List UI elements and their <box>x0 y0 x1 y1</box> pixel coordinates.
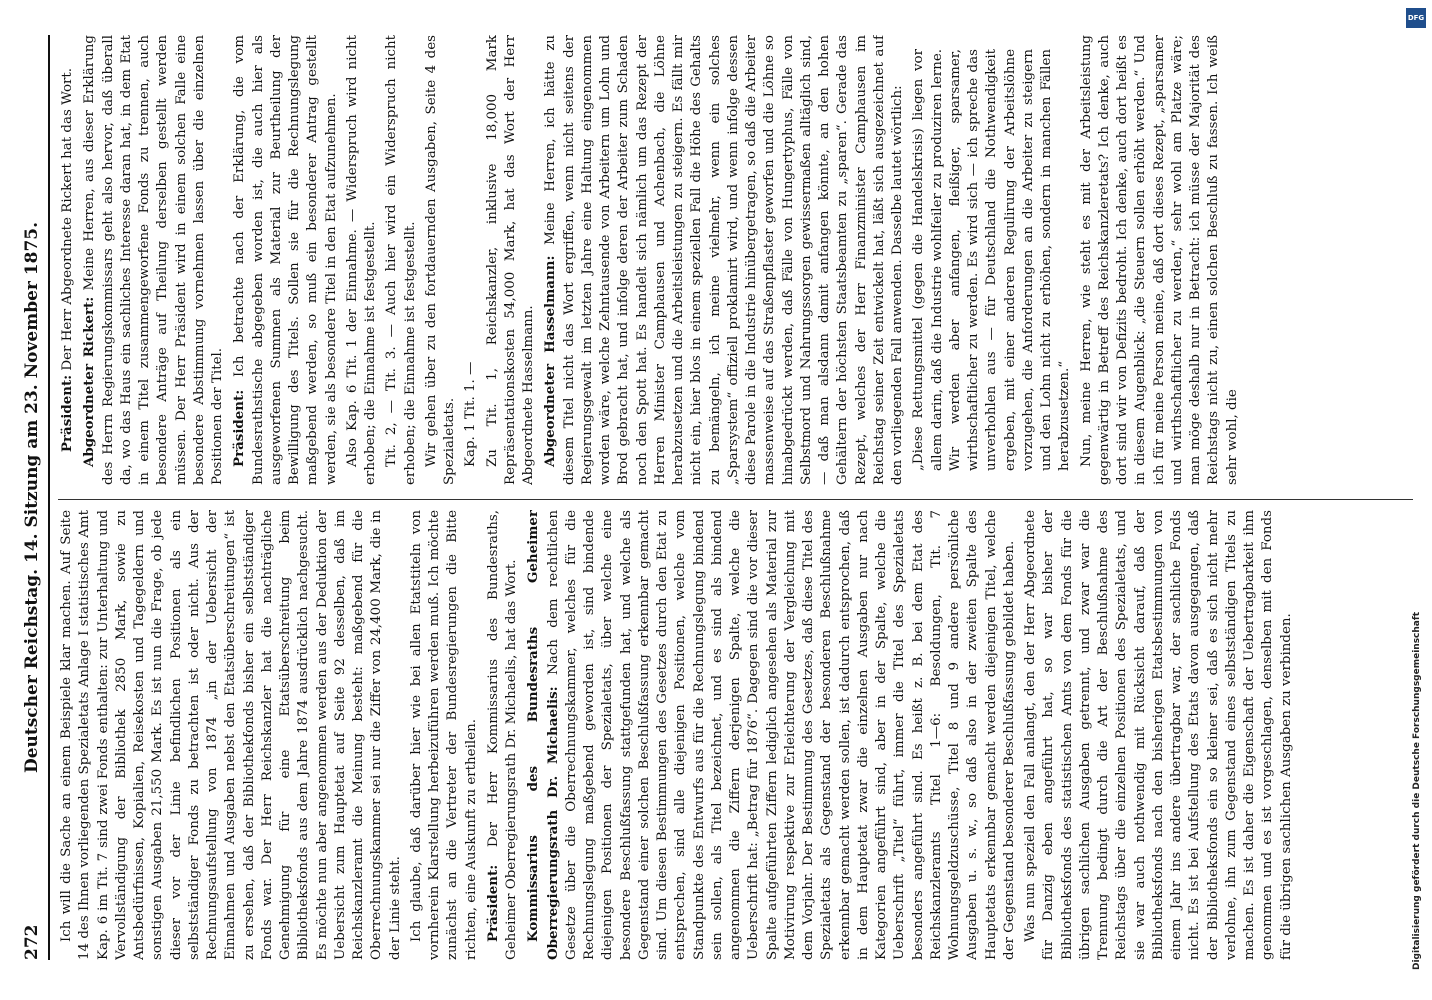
paragraph: Also Kap. 6 Tit. 1 der Einnahme. — Widerspruch wird nicht erhoben; die Einnahme ist festgestellt. <box>344 35 378 485</box>
paragraph: Zu Tit. 1, Reichskanzler, inklusive 18,000 Mark Repräsentationskosten 54,000 Mark, hat das Wort der Herr Abgeordnete Hasselmann. <box>484 35 536 485</box>
paragraph: Wir gehen über zu den fortdauernden Ausgaben, Seite 4 des Spezialetats. <box>423 35 457 485</box>
paragraph <box>484 510 522 960</box>
page-title: Deutscher Reichstag. 14. Sitzung am 23. November 1875. <box>22 221 42 774</box>
paragraph: Ich glaube, daß darüber hier wie bei allen Etatstiteln von vornherein Klarstellung herbeizuführen werden muß. Ich möchte zunächst an die Vertreter der Bundesregierungen die Bitte richten, eine Auskunft zu ertheilen. <box>408 510 479 960</box>
speech-text: Nach dem rechtlichen Gesetze über die Oberrechnungskammer, welches für die Rechnungslegung maßgebend geworden ist, sind bindende diejenigen Positionen der Spezialetats, über welche eine besondere Beschlußfassung stattgefunden hat, und welche als Gegenstand einer solchen Beschlußfassung erkennbar gemacht sind. Um diesen Bestimmungen des Gesetzes durch den Etat zu entsprechen, sind alle diejenigen Positionen, welche vom Standpunkte des Entwurfs aus für die Rechnungslegung bindend sein sollen, als Titel bezeichnet, und es sind als bindend angenommen die Ziffern derjenigen Spalte, welche die Ueberschrift hat: „Betrag für 1876“. Dagegen sind die vor dieser Spalte aufgeführten Ziffern lediglich angesehen als Material zur Motivirung respektive zur Erleichterung der Vergleichung mit dem Vorjahr. Der Bestimmung des Gesetzes, daß diese Titel des Spezialetats als Gegenstand der besonderen Beschlußnahme erkennbar gemacht werden sollen, ist dadurch entsprochen, daß in dem Hauptetat zwar die einzelnen Ausgaben nur nach Kategorien angeführt sind, aber in der Spalte, welche die Ueberschrift „Titel“ führt, immer die Titel des Spezialetats besonders angeführt sind. Es heißt z. B. bei dem Etat des Reichskanzleramts Titel 1—6: Besoldungen, Tit. 7 Wohnungsgeldzuschüsse, Titel 8 und 9 andere persönliche Ausgaben u. s. w., so daß also in der zweiten Spalte des Hauptetats erkennbar gemacht werden diejenigen Titel, welche der Gegenstand besonderer Beschlußfassung gebildet haben. <box>545 510 1017 960</box>
speaker-label: Abgeordneter Hasselmann: <box>542 255 559 467</box>
paragraph <box>80 35 227 485</box>
speaker-label: Präsident: <box>59 374 75 453</box>
speaker-label: Präsident: <box>484 864 501 942</box>
speech-text: Meine Herren, aus dieser Erklärung des Herrn Regierungskommissars geht also hervor, daß überall da, wo das Haus ein sachliches Interesse daran hat, in dem Etat in einem Titel zusammengeworfene Fonds zu trennen, auch besondere Anträge auf Theilung derselben gestellt werden müssen. Der Herr Präsident wird in einem solchen Falle eine besondere Abstimmung vornehmen lassen über die einzelnen Positionen der Titel. <box>82 35 225 485</box>
speech-text: Der Herr Abgeordnete Rickert hat das Wort. <box>60 67 75 371</box>
right-column <box>58 35 1413 485</box>
speaker-label: Kommissarius des Bundesraths Geheimer Oberregierungsrath Dr. Michaelis: <box>525 510 561 960</box>
paragraph <box>524 510 1019 960</box>
paragraph: Ich will die Sache an einem Beispiele klar machen. Auf Seite 14 des Ihnen vorliegenden Spezialetats Anlage I statistisches Amt Kap. 6 im Tit. 7 sind zwei Fonds enthalten: zur Unterhaltung und Vervollständigung der Bibliothek 2850 Mark, sowie zu Antsbedürfnissen, Kopialien, Reisekosten und Tagegeldern und sonstigen Ausgaben 21,550 Mark. Es ist nun die Frage, ob jede dieser vor der Linie befindlichen Positionen als ein selbstständiger Fonds zu betrachten ist oder nicht. Aus der Rechnungsaufstellung von 1874 „in der Uebersicht der Einnahmen und Ausgaben nebst den Etatsüberschreitungen“ ist zu ersehen, daß der Bibliothekfonds bisher ein selbstständiger Fonds war. Der Herr Reichskanzler hat die nachträgliche Genehmigung für eine Etatsüberschreitung beim Bibliotheksfonds aus dem Jahre 1874 ausdrücklich nachgesucht. Es möchte nun aber angenommen werden aus der Deduktion der Uebersicht zum Hauptetat auf Seite 92 desselben, daß im Reichskanzleramt die Meinung besteht: maßgebend für die Oberrechnungskammer sei nur die Ziffer von 24,400 Mark, die in der Linie steht. <box>59 510 403 960</box>
paragraph: Was nun speziell den Fall anlangt, den der Herr Abgeordnete für Danzig eben angeführt hat, so war bisher der Bibliotheksfonds des statistischen Amts von dem Fonds für die übrigen sachlichen Ausgaben getrennt, und zwar war die Trennung bedingt durch die Art der Beschlußnahme des Reichstags über die einzelnen Positionen des Spezialetats, und sie war auch nothwendig mit Rücksicht darauf, daß der Bibliotheksfonds nach den bisherigen Etatsbestimmungen von einem Jahr ins andere übertragbar war, der sachliche Fonds nicht. Es ist bei Aufstellung des Etats davon ausgegangen, daß der Bibliotheksfonds ein so kleiner sei, daß es sich nicht mehr verlohne, ihn zum Gegenstand eines selbstständigen Titels zu machen. Es ist daher die Eigenschaft der Uebertragbarkeit ihm genommen und es ist vorgeschlagen, denselben mit den Fonds für die übrigen sachlichen Ausgaben zu verbinden. <box>1023 510 1294 960</box>
page-number: 272 <box>22 924 42 960</box>
dfg-logo-icon: DFG <box>1406 8 1426 28</box>
left-column <box>58 510 1413 960</box>
speaker-label: Präsident: <box>231 389 248 467</box>
speaker-label: Abgeordneter Rickert: <box>81 296 98 467</box>
running-head <box>18 35 50 960</box>
paragraph: Nun, meine Herren, wie steht es mit der Arbeitsleistung gegenwärtig in Betreff des Reichskanzleretats? Ich denke, auch dort sind wir von Defizits bedroht. Ich denke, auch dort heißt es in diesem Augenblick: „die Steuern sollen erhöht werden.“ Und ich für meine Person meine, daß dort dieses Rezept, „sparsamer und wirthschaftlicher zu werden,“ sehr wohl am Platze wäre; man möge deshalb nur in Betracht: ich müsse der Majorität des Reichstags nicht zu, einen solchen Beschluß zu fassen. Ich weiß sehr wohl, die <box>1078 35 1240 485</box>
paragraph <box>230 35 341 485</box>
digitization-note <box>1405 30 1429 970</box>
column-divider <box>58 499 1413 500</box>
speech-text: Ich betrachte nach der Erklärung, die vom Bundesrathstische abgegeben worden ist, die auch hier als ausgeworfenen Summen als Material zur Beurtheilung der Bewilligung des Titels. Sollen sie für die Rechnungslegung maßgebend werden, so muß ein besonderer Antrag gestellt werden, sie als besondere Titel in den Etat aufzunehmen. <box>232 35 339 485</box>
block-quote: „Diese Rettungsmittel (gegen die Handelskrisis) liegen vor allem darin, daß die Industrie wohlfeiler zu produziren lerne. Wir werden aber anfangen, fleißiger, sparsamer, wirthschaftlicher zu werden. Es wird sich — ich spreche das unverhohlen aus — für Deutschland die Nothwendigkeit ergeben, mit einer anderen Regulirung der Arbeitslöhne vorzugehen, die Anforderungen an die Arbeiter zu steigern und den Lohn nicht zu erhöhen, sondern in manchen Fällen herabzusetzen.“ <box>911 49 1073 471</box>
paragraph: Tit. 2, — Tit. 3. — Auch hier wird ein Widerspruch nicht erhoben; die Einnahme ist festgestellt. <box>384 35 418 485</box>
speech-text: Meine Herren, ich hätte zu diesem Titel nicht das Wort ergriffen, wenn nicht seitens der Regierungsgewalt im letzten Jahre eine Haltung eingenommen worden wäre, welche Zehntausende von Arbeitern um Lohn und Brod gebracht hat, und infolge deren der Arbeiter zum Schaden noch den Spott hat. Es handelt sich nämlich um das Rezept der Herren Minister Camphausen und Achenbach, die Löhne herabzusetzen und die Arbeitsleistungen zu steigern. Es fällt mir nicht ein, hier blos in einem speziellen Fall die Höhe des Gehalts zu bemängeln, ich meine vielmehr, wenn ein solches „Sparsystem“ offiziell proklamirt wird, und wenn infolge dessen diese Parole in die Industrie hinübergetragen, so daß die Arbeiter massenweise auf das Straßenpflaster geworfen und die Löhne so hinabgedrückt werden, daß Fälle von Hungertyphus, Fälle von Selbstmord und Nahrungssorgen gewissermaßen alltäglich sind, — daß man alsdann damit anfangen könnte, an den hohen Gehältern der höchsten Staatsbeamten zu „sparen“. Gerade das Rezept, welches der Herr Finanzminister Camphausen im Reichstag seiner Zeit entwickelt hat, läßt sich ausgezeichnet auf den vorliegenden Fall anwenden. Dasselbe lautet wörtlich: <box>543 35 905 485</box>
paragraph <box>58 35 77 485</box>
paragraph <box>541 35 907 485</box>
digitization-note-text: Digitalisierung gefördert durch die Deutsche Forschungsgemeinschaft <box>1412 611 1422 970</box>
speech-text: Der Herr Kommissarius des Bundesraths, Geheimer Oberregierungsrath Dr. Michaelis, hat das Wort. <box>485 510 519 960</box>
paragraph: Kap. 1 Tit. 1. — <box>463 361 479 467</box>
